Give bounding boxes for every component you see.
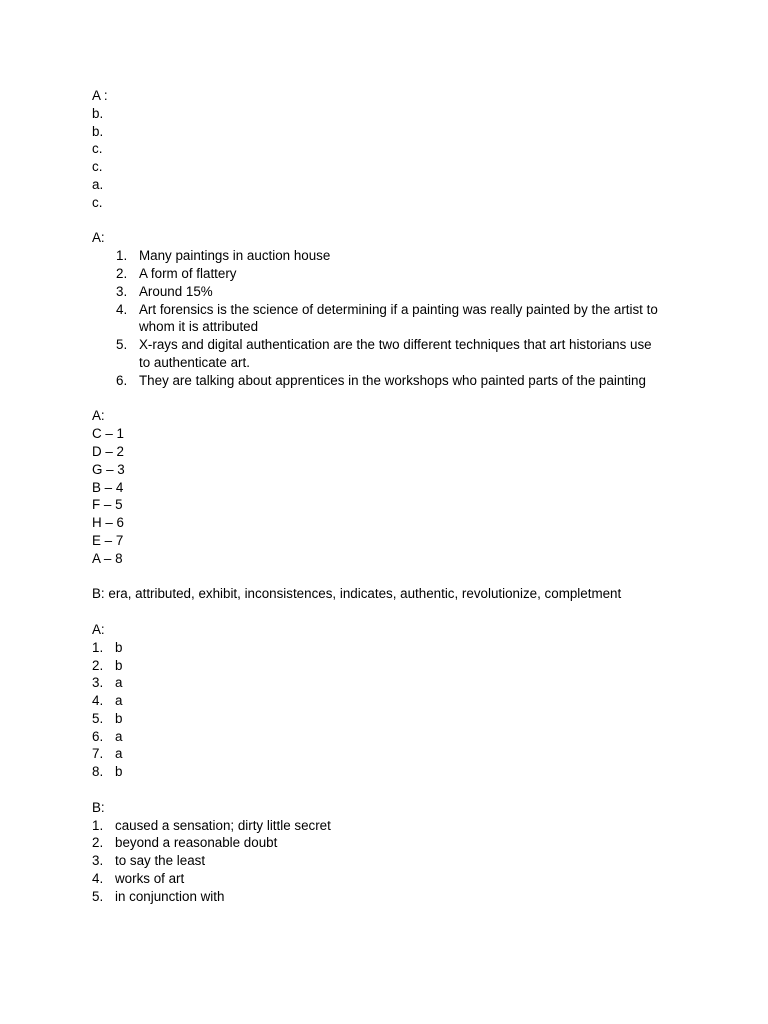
list-number: 8. [92, 764, 104, 780]
list-text: b [115, 639, 123, 655]
list-text: b [115, 710, 123, 726]
list-text: b [115, 764, 123, 780]
section-2-heading: A: [92, 230, 105, 246]
list-number: 6. [92, 728, 104, 744]
list-number: 3. [92, 675, 104, 691]
paragraph-spacer [92, 390, 712, 408]
list-text: works of art [115, 871, 185, 887]
paragraph-spacer [92, 212, 712, 230]
match-line: B – 4 [92, 479, 124, 495]
section-3-heading: A: [92, 408, 105, 424]
list-item [92, 817, 712, 835]
match-line: C – 1 [92, 426, 125, 442]
list-number: 4. [116, 301, 128, 317]
list-text: a [115, 675, 123, 691]
section-1-heading: A : [92, 88, 108, 103]
list-item [92, 888, 712, 906]
section-6-heading: B: [92, 799, 105, 815]
list-number: 4. [92, 871, 104, 887]
list-text: caused a sensation; dirty little secret [115, 817, 331, 833]
list-item [92, 834, 712, 852]
match-line: G – 3 [92, 461, 125, 477]
list-item [92, 301, 712, 337]
list-number: 3. [92, 853, 104, 869]
list-text: b [115, 657, 123, 673]
list-item [92, 657, 712, 675]
list-text: beyond a reasonable doubt [115, 835, 278, 851]
list-item [92, 745, 712, 763]
answer-line: c. [92, 194, 103, 210]
section-5-heading: A: [92, 621, 105, 637]
list-item [92, 852, 712, 870]
list-item [92, 870, 712, 888]
list-text: a [115, 746, 123, 762]
list-number: 5. [92, 888, 104, 904]
list-text: Art forensics is the science of determining if a painting was really painted by the artist to whom it is attributed [139, 301, 658, 335]
comprehension-answer-list [92, 247, 712, 389]
list-text: X-rays and digital authentication are the two different techniques that art historians use to authenticate art. [139, 337, 652, 370]
list-item [92, 336, 712, 372]
paragraph-spacer [92, 781, 712, 799]
list-number: 5. [116, 337, 128, 353]
paragraph-spacer [92, 568, 712, 586]
match-line: H – 6 [92, 515, 125, 531]
match-line: E – 7 [92, 532, 124, 548]
list-number: 2. [92, 657, 104, 673]
list-number: 3. [116, 283, 128, 299]
vocabulary-line: B: era, attributed, exhibit, inconsistences, indicates, authentic, revolutionize, completment [92, 586, 622, 602]
list-text: in conjunction with [115, 888, 225, 904]
list-text: Many paintings in auction house [139, 248, 331, 264]
list-item [92, 639, 712, 657]
answer-line: c. [92, 159, 103, 175]
list-number: 6. [116, 372, 128, 388]
list-item [92, 728, 712, 746]
list-text: They are talking about apprentices in the workshops who painted parts of the painting [139, 372, 646, 388]
list-number: 2. [92, 835, 104, 851]
list-text: A form of flattery [139, 265, 237, 281]
list-item [92, 283, 712, 301]
document-page [92, 87, 712, 906]
answer-line: b. [92, 123, 104, 139]
answer-line: a. [92, 176, 104, 192]
match-line: A – 8 [92, 550, 123, 566]
answer-line: b. [92, 105, 104, 121]
list-text: Around 15% [139, 283, 213, 299]
answer-line: c. [92, 141, 103, 157]
list-item [92, 710, 712, 728]
list-number: 5. [92, 710, 104, 726]
list-text: a [115, 728, 123, 744]
list-item [92, 247, 712, 265]
multiple-choice-answer-list [92, 639, 712, 781]
list-number: 1. [116, 248, 128, 264]
list-item [92, 763, 712, 781]
list-number: 4. [92, 693, 104, 709]
list-item [92, 674, 712, 692]
list-item [92, 372, 712, 390]
phrase-answer-list [92, 817, 712, 906]
list-text: to say the least [115, 853, 206, 869]
paragraph-spacer [92, 603, 712, 621]
match-line: D – 2 [92, 443, 125, 459]
list-number: 7. [92, 746, 104, 762]
list-number: 2. [116, 265, 128, 281]
list-item [92, 692, 712, 710]
match-line: F – 5 [92, 497, 123, 513]
list-item [92, 265, 712, 283]
list-text: a [115, 693, 123, 709]
list-number: 1. [92, 639, 104, 655]
list-number: 1. [92, 817, 104, 833]
